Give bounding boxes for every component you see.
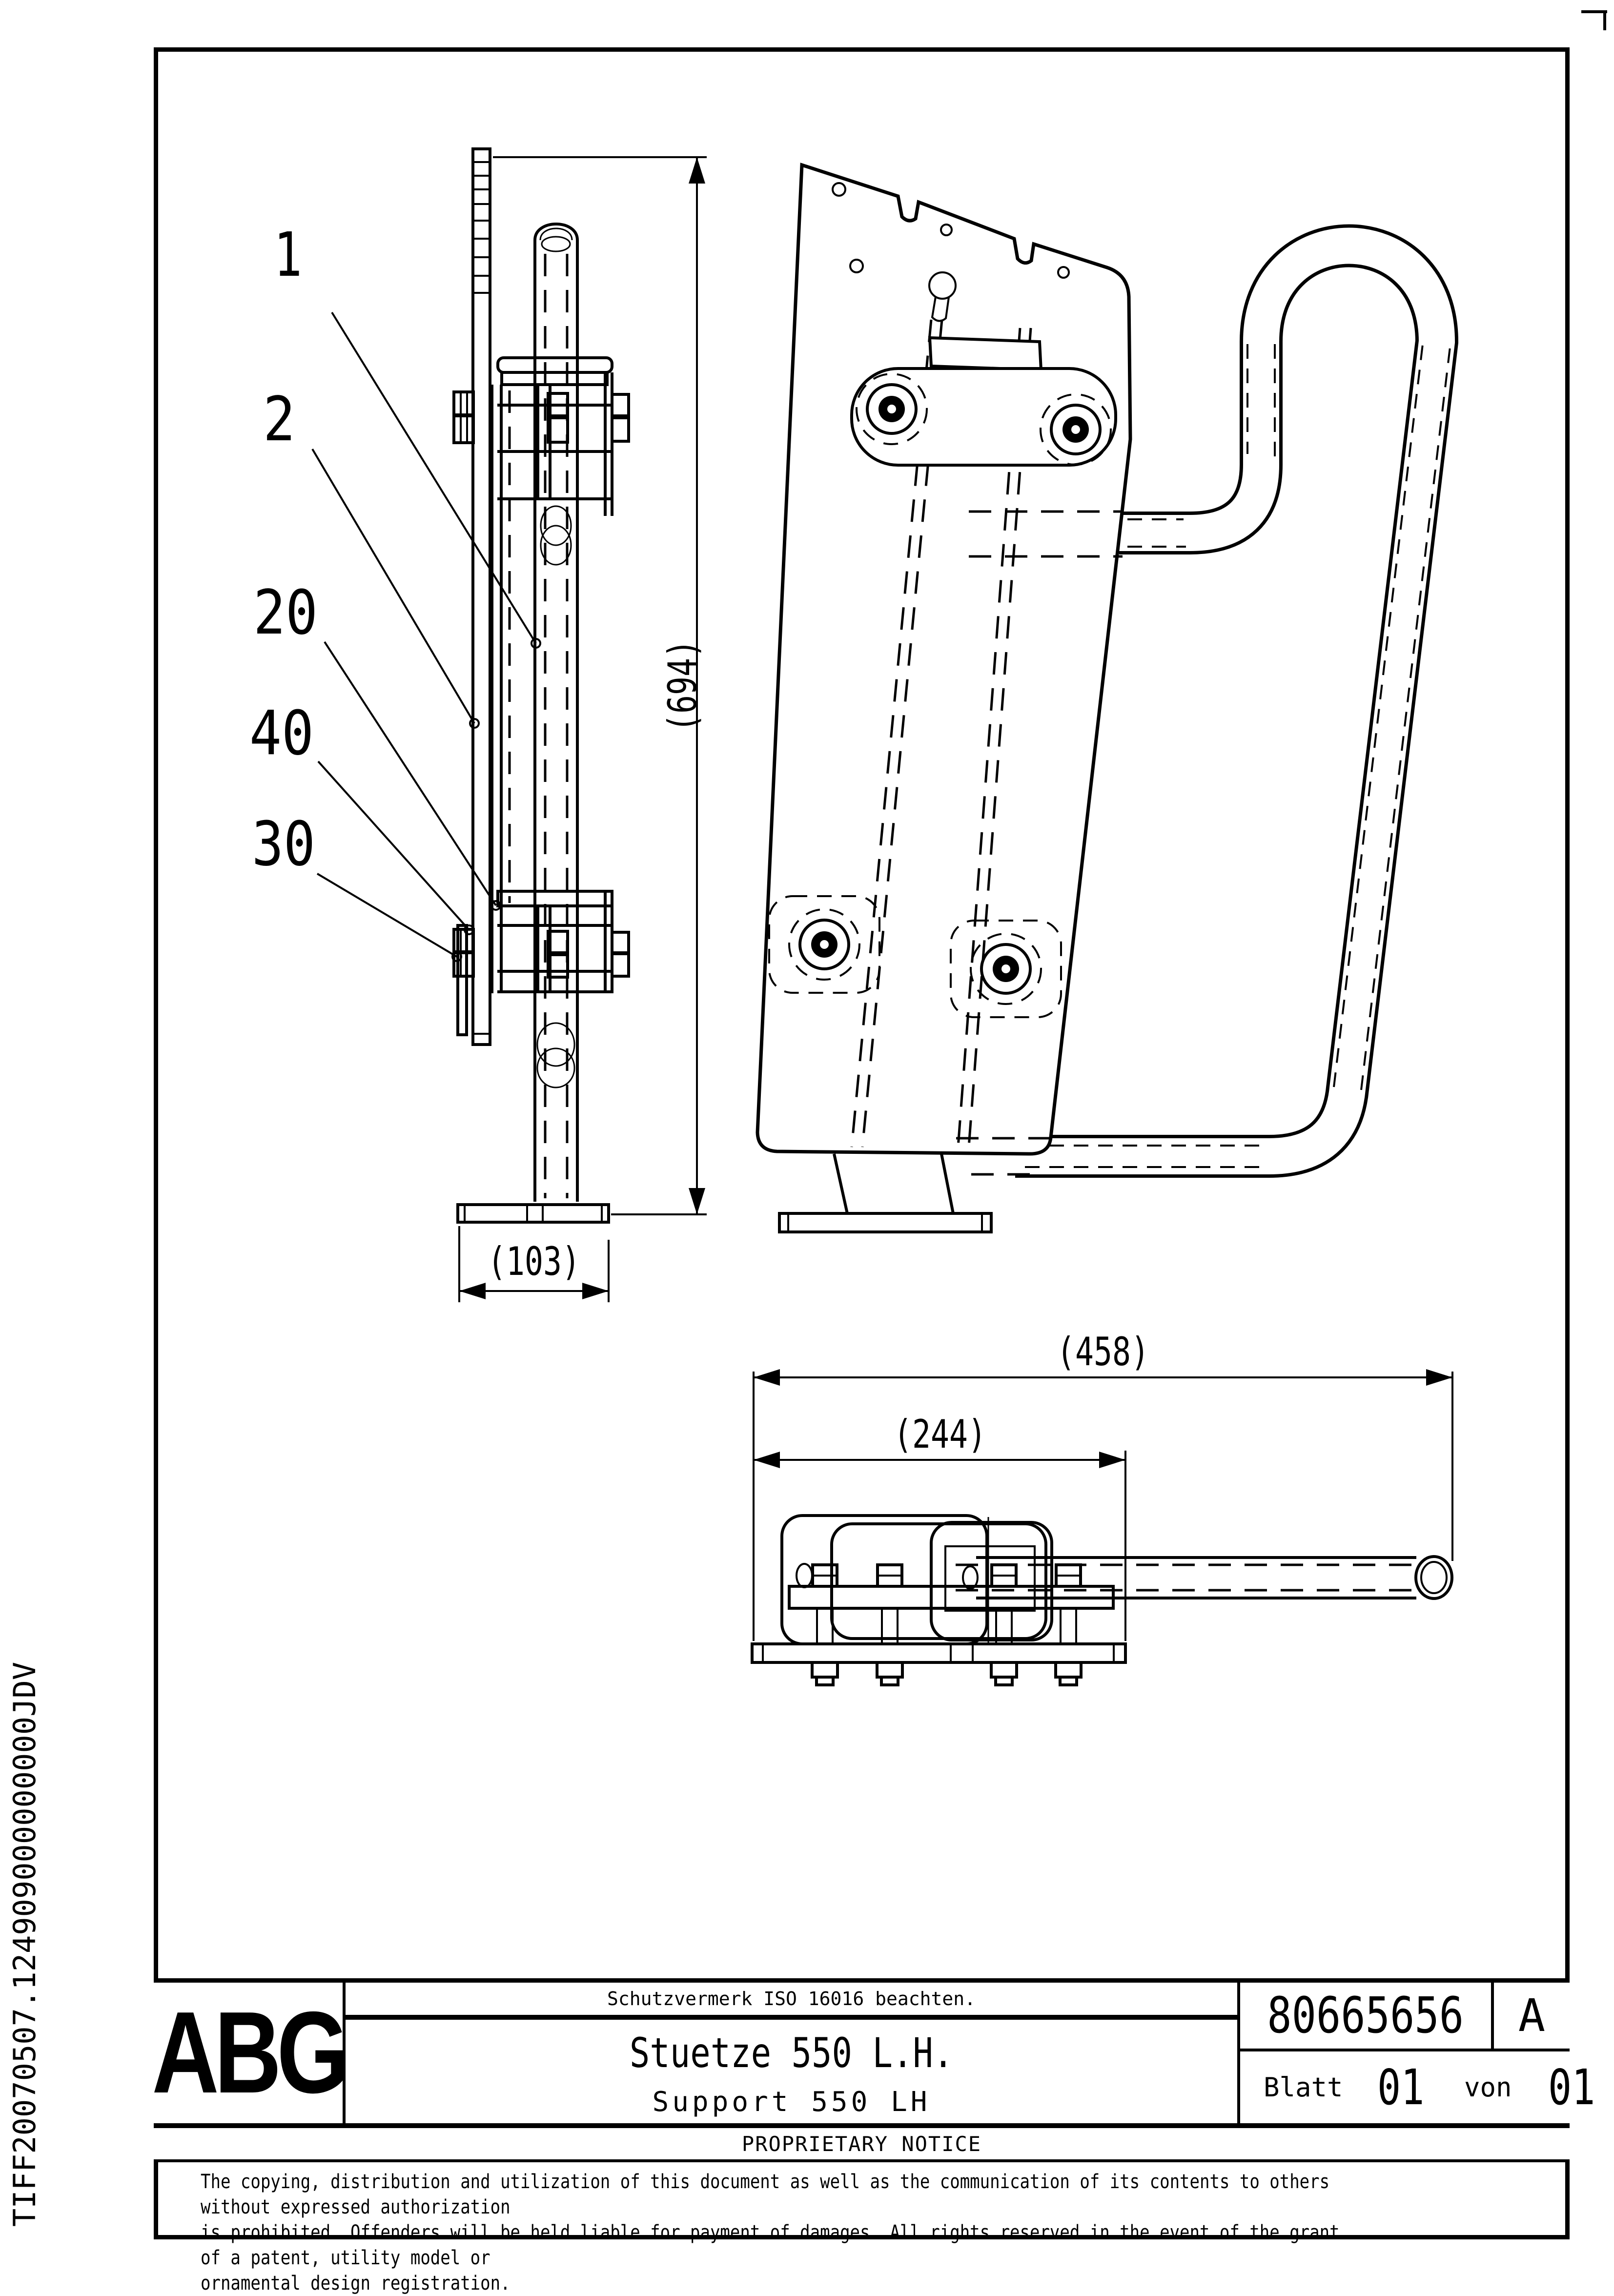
protection-note: Schutzvermerk ISO 16016 beachten. bbox=[346, 1983, 1237, 2020]
proprietary-heading: PROPRIETARY NOTICE bbox=[741, 2132, 982, 2156]
sheet-of-label: von bbox=[1464, 2072, 1512, 2103]
plate-foot bbox=[779, 1154, 991, 1232]
tube-top-view bbox=[956, 1557, 1452, 1599]
corner-crop-mark bbox=[1581, 12, 1607, 30]
sheet-cell bbox=[1240, 2051, 1595, 2128]
dimension-base-103 bbox=[459, 1226, 609, 1302]
part-number-cell bbox=[1240, 1978, 1494, 2051]
proprietary-text-area bbox=[154, 2162, 1570, 2295]
sheet-total: 01 bbox=[1548, 2059, 1595, 2116]
upper-clamp bbox=[454, 358, 629, 499]
support-tube bbox=[510, 224, 577, 1202]
upper-bolt-boss bbox=[852, 369, 1116, 465]
dim-458-label: (458) bbox=[1057, 1329, 1149, 1374]
proprietary-line-2: is prohibited. Offenders will be held liable for payment of damages. All rights reserved in the event of the grant of a patent, utility model or bbox=[201, 2221, 1340, 2269]
revision: A bbox=[1518, 1989, 1546, 2042]
drawing-title-de: Stuetze 550 L.H. bbox=[629, 2029, 954, 2077]
side-view bbox=[249, 149, 707, 1302]
lower-clamp bbox=[454, 891, 629, 992]
title-cell bbox=[346, 1978, 1240, 2128]
revision-cell bbox=[1494, 1978, 1570, 2051]
proprietary-line-1: The copying, distribution and utilization of this document as well as the communication of its contents to others without expressed authorization bbox=[201, 2171, 1330, 2218]
proprietary-line-3: ornamental design registration. bbox=[201, 2272, 511, 2295]
mounting-plate bbox=[757, 165, 1130, 1154]
margin-scan-code: TIFF20070507.124909000000000JDV bbox=[7, 1661, 42, 2227]
clamp-assembly-top bbox=[782, 1516, 1113, 1660]
company-logo: ABG bbox=[152, 1988, 345, 2117]
dimension-height-694 bbox=[493, 157, 707, 1214]
logo-cell bbox=[154, 1978, 346, 2128]
part-number: 80665656 bbox=[1267, 1987, 1464, 2045]
dim-694-label: (694) bbox=[660, 615, 705, 732]
base-plate bbox=[458, 1205, 609, 1222]
callout-40: 40 bbox=[249, 698, 314, 769]
top-view bbox=[752, 1329, 1452, 1685]
sheet-label: Blatt bbox=[1264, 2072, 1343, 2103]
front-view bbox=[757, 165, 1451, 1232]
proprietary-heading-band bbox=[154, 2128, 1570, 2162]
dim-244-label: (244) bbox=[894, 1412, 986, 1457]
callout-leaders bbox=[312, 312, 540, 961]
callout-2: 2 bbox=[263, 384, 295, 455]
sheet-number: 01 bbox=[1377, 2059, 1424, 2116]
base-plate-top bbox=[752, 1644, 1125, 1685]
drawing-title-en: Support 550 LH bbox=[652, 2086, 931, 2118]
callout-20: 20 bbox=[253, 577, 318, 648]
flat-bar bbox=[473, 149, 490, 1045]
dim-103-label: (103) bbox=[488, 1239, 580, 1284]
dimension-length-458 bbox=[754, 1329, 1452, 1641]
callout-1: 1 bbox=[274, 220, 302, 290]
callout-30: 30 bbox=[252, 809, 315, 880]
